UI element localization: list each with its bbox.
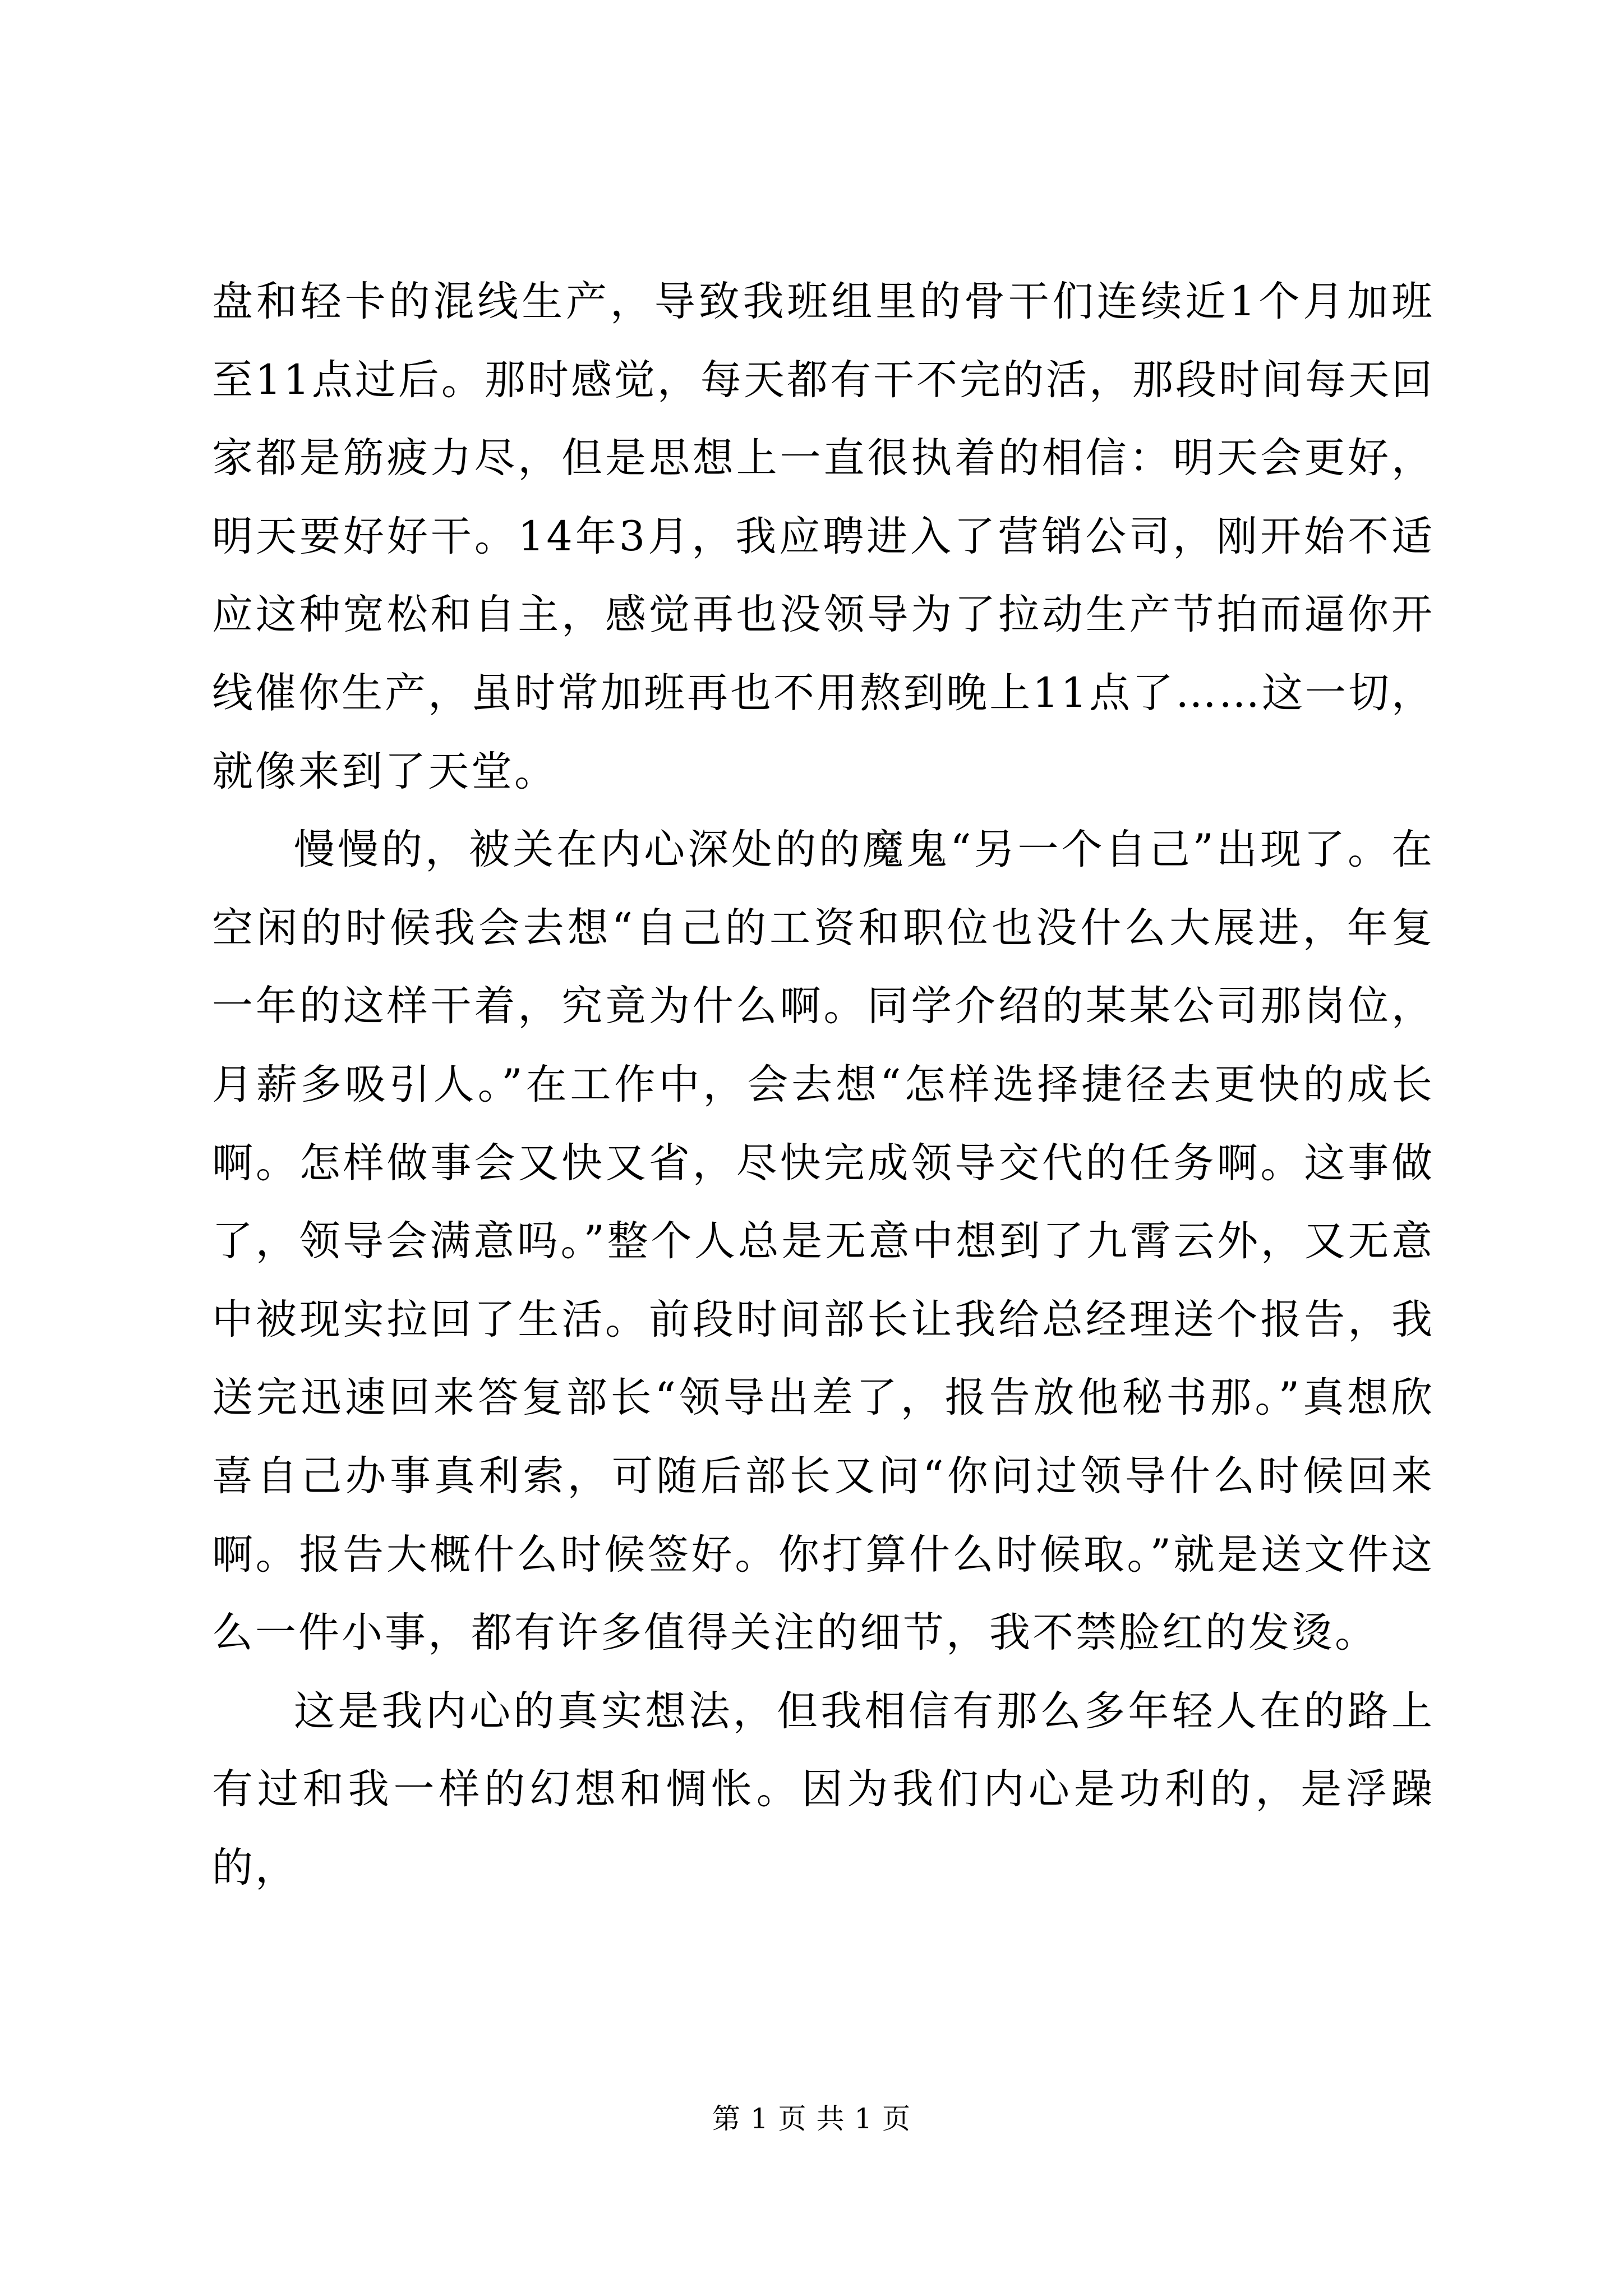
paragraph-2: 慢慢的，被关在内心深处的的魔鬼“另一个自己”出现了。在空闲的时候我会去想“自己的工资和职位也没什么大展进，年复一年的这样干着，究竟为什么啊。同学介绍的某某公司那岗位，月薪多吸引人。”在工作中，会去想“怎样选择捷径去更快的成长啊。怎样做事会又快又省，尽快完成领导交代的任务啊。这事做了，领导会满意吗。”整个人总是无意中想到了九霄云外，又无意中被现实拉回了生活。前段时间部长让我给总经理送个报告，我送完迅速回来答复部长“领导出差了，报告放他秘书那。”真想欣喜自己办事真利索，可随后部长又问“你问过领导什么时候回来啊。报告大概什么时候签好。你打算什么时候取。”就是送文件这么一件小事，都有许多值得关注的细节，我不禁脸红的发烫。 [212, 826, 1435, 1657]
document-body [212, 263, 1435, 1907]
page-number-footer: 第 1 页 共 1 页 [712, 2102, 911, 2135]
paragraph-1: 盘和轻卡的混线生产，导致我班组里的骨干们连续近1个月加班至11点过后。那时感觉，每天都有干不完的活，那段时间每天回家都是筋疲力尽，但是思想上一直很执着的相信：明天会更好，明天要好好干。14年3月，我应聘进入了营销公司，刚开始不适应这种宽松和自主，感觉再也没领导为了拉动生产节拍而逼你开线催你生产，虽时常加班再也不用熬到晚上11点了……这一切，就像来到了天堂。 [212, 278, 1435, 795]
paragraph-3: 这是我内心的真实想法，但我相信有那么多年轻人在的路上有过和我一样的幻想和惆怅。因为我们内心是功利的，是浮躁的， [212, 1687, 1435, 1892]
